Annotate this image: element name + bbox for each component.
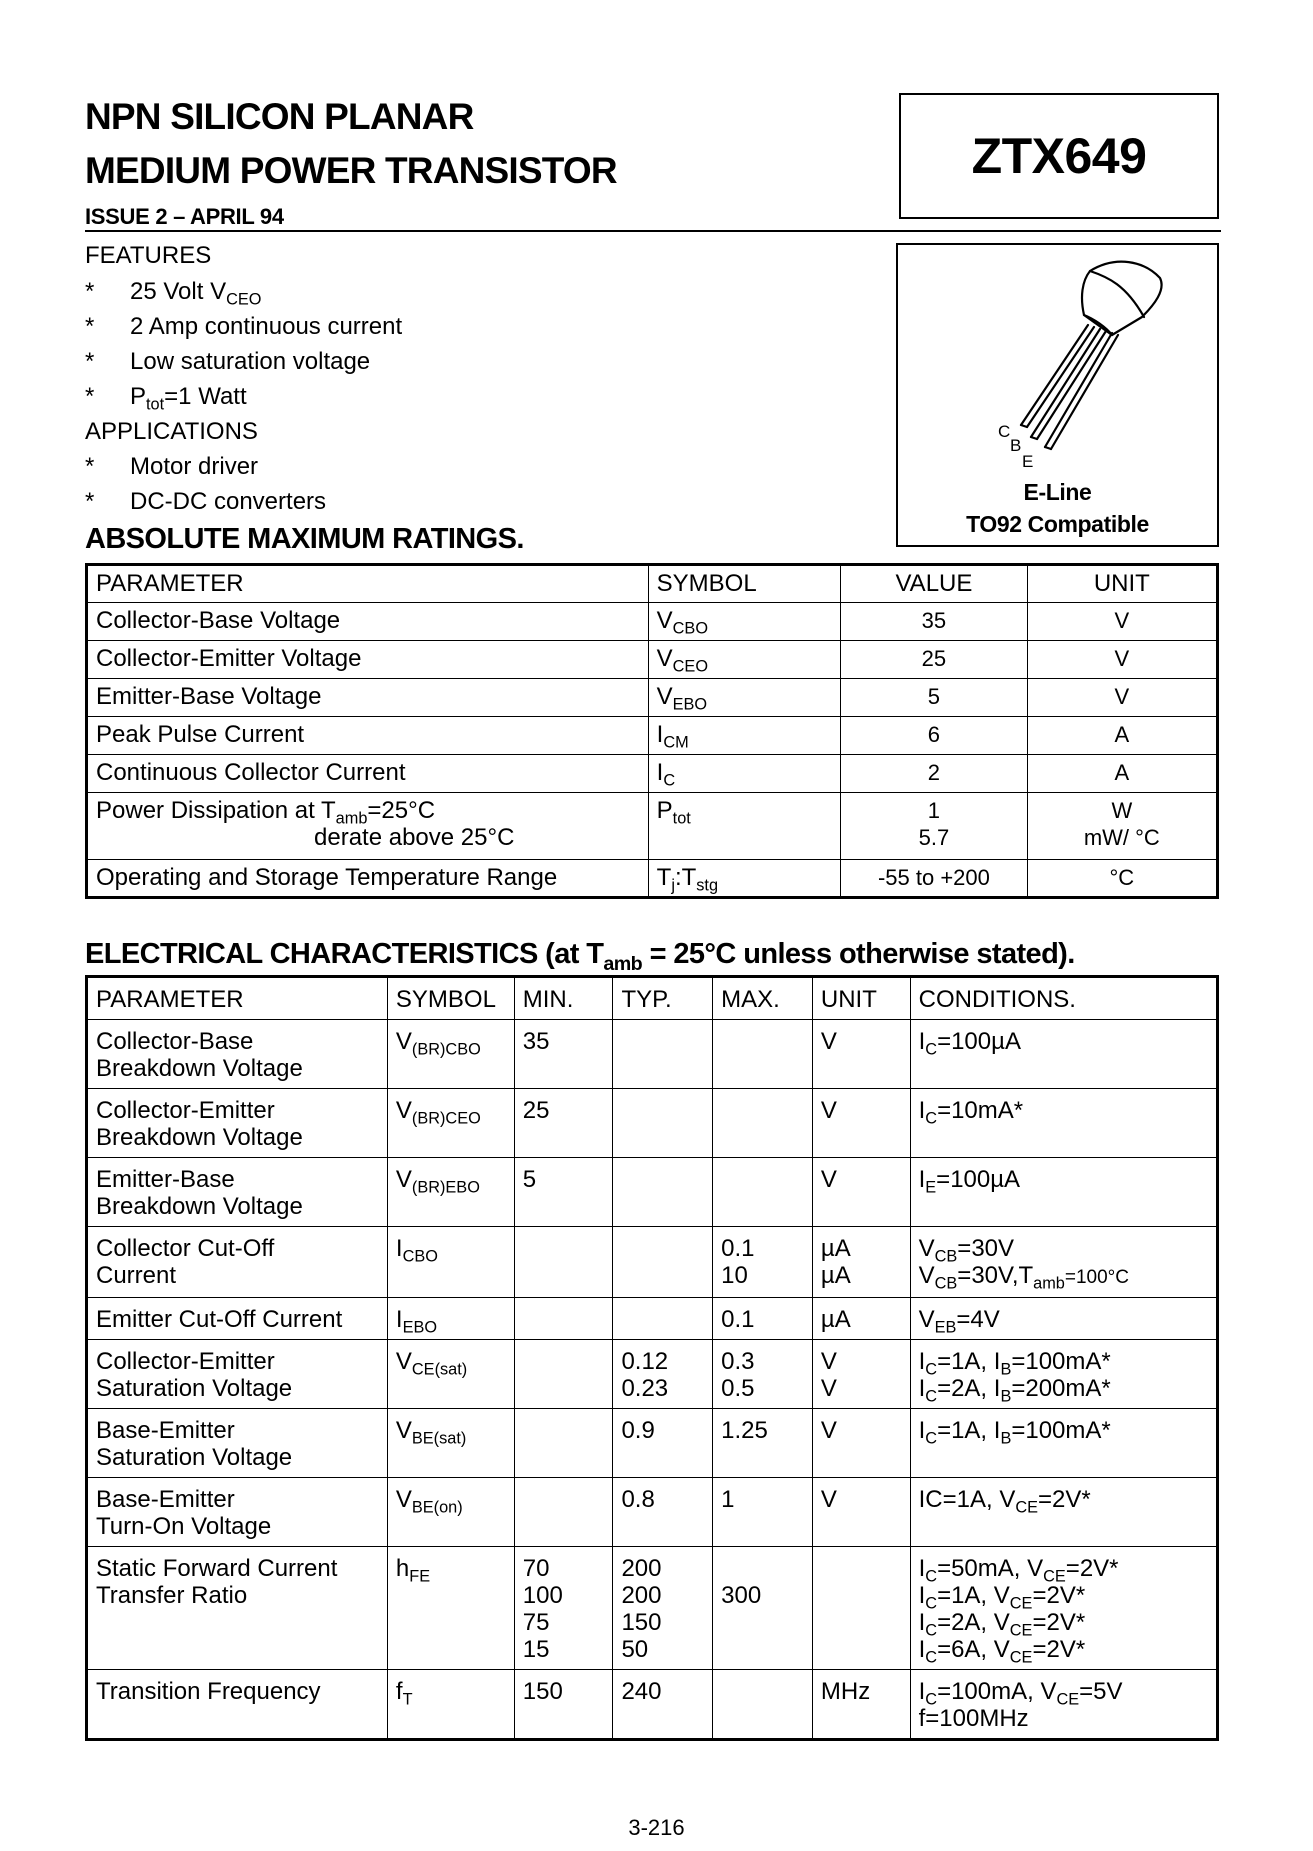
- symbol-cell: $T_j:T_{stg}$: [648, 860, 841, 898]
- max-cell: 0.3 0.5: [713, 1340, 813, 1409]
- header-cell: UNIT: [1027, 565, 1217, 603]
- typ-cell: [613, 1227, 713, 1298]
- typ-cell: [613, 1158, 713, 1227]
- table-row: [87, 1409, 1218, 1478]
- unit-cell: A: [1027, 755, 1217, 793]
- param-cell: Base-Emitter Saturation Voltage: [87, 1409, 388, 1478]
- min-cell: 5: [514, 1158, 613, 1227]
- param-cell: Emitter-Base Breakdown Voltage: [87, 1158, 388, 1227]
- table-row: [87, 1020, 1218, 1089]
- param-cell: Operating and Storage Temperature Range: [87, 860, 649, 898]
- conditions-cell: $V_{CB}=30V$ $V_{CB}=30V,T_{amb}=100^\circ C$: [910, 1227, 1217, 1298]
- max-cell: 300: [713, 1547, 813, 1670]
- table-row: [87, 1227, 1218, 1298]
- conditions-cell: $I_C=1A$, $I_B=100mA*$ $I_C=2A$, $I_B=200mA*$: [910, 1340, 1217, 1409]
- conditions-cell: $I_E=100\mu A$: [910, 1158, 1217, 1227]
- value-cell: 5: [841, 679, 1027, 717]
- table-row: [87, 1298, 1218, 1340]
- max-cell: [713, 1089, 813, 1158]
- symbol-cell: $f_T$: [387, 1670, 514, 1740]
- symbol-cell: $I_{CM}$: [648, 717, 841, 755]
- symbol-cell: $V_{(BR)EBO}$: [387, 1158, 514, 1227]
- conditions-cell: $V_{EB}=4V$: [910, 1298, 1217, 1340]
- feature-current: 2 Amp continuous current: [130, 313, 403, 340]
- typ-cell: 0.12 0.23: [613, 1340, 713, 1409]
- bullet: *: [85, 488, 95, 515]
- header-cell: CONDITIONS.: [910, 977, 1217, 1020]
- max-cell: 1: [713, 1478, 813, 1547]
- typ-cell: 200 200 150 50: [613, 1547, 713, 1670]
- min-cell: [514, 1227, 613, 1298]
- unit-cell: µA: [812, 1298, 910, 1340]
- table-row: [87, 717, 1218, 755]
- table-row: [87, 1340, 1218, 1409]
- unit-cell: µA µA: [812, 1227, 910, 1298]
- unit-cell: [812, 1547, 910, 1670]
- typ-cell: [613, 1298, 713, 1340]
- conditions-cell: IC=1A, $V_{CE}=2V*$: [910, 1478, 1217, 1547]
- param-cell: Collector-Emitter Voltage: [87, 641, 649, 679]
- symbol-cell: $V_{BE(on)}$: [387, 1478, 514, 1547]
- typ-cell: [613, 1089, 713, 1158]
- table-row: [87, 603, 1218, 641]
- symbol-cell: $V_{CE(sat)}$: [387, 1340, 514, 1409]
- table-row: [87, 1547, 1218, 1670]
- param-cell: Base-Emitter Turn-On Voltage: [87, 1478, 388, 1547]
- feature-ptot: $P_{tot}=1$ Watt: [130, 383, 247, 414]
- header-cell: SYMBOL: [387, 977, 514, 1020]
- table-row: [87, 1158, 1218, 1227]
- param-cell: Collector-Base Breakdown Voltage: [87, 1020, 388, 1089]
- bullet: *: [85, 278, 95, 305]
- param-cell: Static Forward Current Transfer Ratio: [87, 1547, 388, 1670]
- ec-table: [85, 975, 1219, 1741]
- table-row: [87, 755, 1218, 793]
- unit-cell: A: [1027, 717, 1217, 755]
- application-motor: Motor driver: [130, 453, 259, 480]
- typ-cell: [613, 1020, 713, 1089]
- unit-cell: V: [1027, 641, 1217, 679]
- typ-cell: 0.8: [613, 1478, 713, 1547]
- part-number-box: [899, 93, 1219, 219]
- header-cell: UNIT: [812, 977, 910, 1020]
- min-cell: 25: [514, 1089, 613, 1158]
- unit-cell: V: [1027, 603, 1217, 641]
- unit-cell: V: [812, 1089, 910, 1158]
- value-cell: 35: [841, 603, 1027, 641]
- unit-cell: W mW/ °C: [1027, 793, 1217, 860]
- table-row: [87, 679, 1218, 717]
- header-cell: TYP.: [613, 977, 713, 1020]
- header-cell: MAX.: [713, 977, 813, 1020]
- table-row: [87, 1089, 1218, 1158]
- page-number: 3-216: [628, 1815, 685, 1840]
- conditions-cell: $I_C=10mA*$: [910, 1089, 1217, 1158]
- table-row: [87, 641, 1218, 679]
- unit-cell: V: [812, 1020, 910, 1089]
- pin-e-label: E: [1022, 452, 1034, 471]
- ec-title: ELECTRICAL CHARACTERISTICS (at $T_{amb} = 25^\circ C$ unless otherwise stated).: [85, 938, 1075, 975]
- value-cell: 2: [841, 755, 1027, 793]
- title-line-1: NPN SILICON PLANAR: [85, 96, 474, 137]
- table-row: [87, 793, 1218, 860]
- symbol-cell: $V_{EBO}$: [648, 679, 841, 717]
- symbol-cell: $V_{CBO}$: [648, 603, 841, 641]
- conditions-cell: $I_C=100mA$, $V_{CE}=5V$ f=100MHz: [910, 1670, 1217, 1740]
- amr-title: ABSOLUTE MAXIMUM RATINGS.: [85, 523, 524, 555]
- symbol-cell: $V_{(BR)CBO}$: [387, 1020, 514, 1089]
- applications-heading: APPLICATIONS: [85, 418, 258, 445]
- unit-cell: MHz: [812, 1670, 910, 1740]
- unit-cell: V V: [812, 1340, 910, 1409]
- max-cell: [713, 1670, 813, 1740]
- param-cell: Emitter Cut-Off Current: [87, 1298, 388, 1340]
- min-cell: [514, 1478, 613, 1547]
- min-cell: [514, 1409, 613, 1478]
- unit-cell: V: [812, 1478, 910, 1547]
- symbol-cell: $P_{tot}$: [648, 793, 841, 860]
- typ-cell: 0.9: [613, 1409, 713, 1478]
- max-cell: [713, 1158, 813, 1227]
- param-cell: Power Dissipation at $T_{amb}=25^\circ C$ derate above 25°C: [87, 793, 649, 860]
- param-cell: Emitter-Base Voltage: [87, 679, 649, 717]
- unit-cell: V: [812, 1409, 910, 1478]
- param-cell: Collector-Base Voltage: [87, 603, 649, 641]
- max-cell: 1.25: [713, 1409, 813, 1478]
- application-dcdc: DC-DC converters: [130, 488, 327, 515]
- package-name: E-Line: [1023, 479, 1092, 505]
- table-row: [87, 860, 1218, 898]
- bullet: *: [85, 313, 95, 340]
- header-cell: SYMBOL: [648, 565, 841, 603]
- issue-date: ISSUE 2 – APRIL 94: [85, 204, 284, 229]
- max-cell: 0.1 10: [713, 1227, 813, 1298]
- symbol-cell: $I_C$: [648, 755, 841, 793]
- bullet: *: [85, 453, 95, 480]
- symbol-cell: $V_{(BR)CEO}$: [387, 1089, 514, 1158]
- typ-cell: 240: [613, 1670, 713, 1740]
- value-cell: 6: [841, 717, 1027, 755]
- value-cell: -55 to +200: [841, 860, 1027, 898]
- table-header-row: [87, 565, 1218, 603]
- header-cell: PARAMETER: [87, 565, 649, 603]
- param-cell: Collector-Emitter Breakdown Voltage: [87, 1089, 388, 1158]
- header-rule: [85, 230, 1221, 232]
- feature-saturation: Low saturation voltage: [130, 348, 371, 375]
- transistor-package-drawing: [898, 245, 1217, 475]
- min-cell: [514, 1298, 613, 1340]
- package-box: [896, 243, 1219, 547]
- max-cell: [713, 1020, 813, 1089]
- unit-cell: V: [812, 1158, 910, 1227]
- param-cell: Peak Pulse Current: [87, 717, 649, 755]
- header-cell: MIN.: [514, 977, 613, 1020]
- table-header-row: [87, 977, 1218, 1020]
- symbol-cell: $V_{CEO}$: [648, 641, 841, 679]
- min-cell: 150: [514, 1670, 613, 1740]
- part-number: ZTX649: [971, 128, 1147, 184]
- header-cell: VALUE: [841, 565, 1027, 603]
- unit-cell: V: [1027, 679, 1217, 717]
- unit-cell: °C: [1027, 860, 1217, 898]
- title-line-2: MEDIUM POWER TRANSISTOR: [85, 150, 617, 191]
- symbol-cell: $V_{BE(sat)}$: [387, 1409, 514, 1478]
- symbol-cell: $I_{CBO}$: [387, 1227, 514, 1298]
- min-cell: 70 100 75 15: [514, 1547, 613, 1670]
- table-row: [87, 1670, 1218, 1740]
- param-cell: Collector-Emitter Saturation Voltage: [87, 1340, 388, 1409]
- package-compat: TO92 Compatible: [966, 511, 1149, 537]
- symbol-cell: $I_{EBO}$: [387, 1298, 514, 1340]
- param-cell: Transition Frequency: [87, 1670, 388, 1740]
- amr-table: [85, 563, 1219, 899]
- conditions-cell: $I_C=1A$, $I_B=100mA*$: [910, 1409, 1217, 1478]
- param-cell: Collector Cut-Off Current: [87, 1227, 388, 1298]
- header-cell: PARAMETER: [87, 977, 388, 1020]
- max-cell: 0.1: [713, 1298, 813, 1340]
- table-row: [87, 1478, 1218, 1547]
- pin-c-label: C: [998, 422, 1011, 441]
- conditions-cell: $I_C=50mA$, $V_{CE}=2V*$ $I_C=1A$, $V_{CE}=2V*$ $I_C=2A$, $V_{CE}=2V*$ $I_C=6A$, $V_{CE}=2V*$: [910, 1547, 1217, 1670]
- min-cell: 35: [514, 1020, 613, 1089]
- min-cell: [514, 1340, 613, 1409]
- value-cell: 25: [841, 641, 1027, 679]
- symbol-cell: $h_{FE}$: [387, 1547, 514, 1670]
- features-heading: FEATURES: [85, 242, 212, 269]
- bullet: *: [85, 348, 95, 375]
- feature-vceo: 25 Volt $V_{CEO}$: [130, 278, 262, 309]
- value-cell: 1 5.7: [841, 793, 1027, 860]
- bullet: *: [85, 383, 95, 410]
- conditions-cell: $I_C=100\mu A$: [910, 1020, 1217, 1089]
- pin-b-label: B: [1010, 436, 1022, 455]
- param-cell: Continuous Collector Current: [87, 755, 649, 793]
